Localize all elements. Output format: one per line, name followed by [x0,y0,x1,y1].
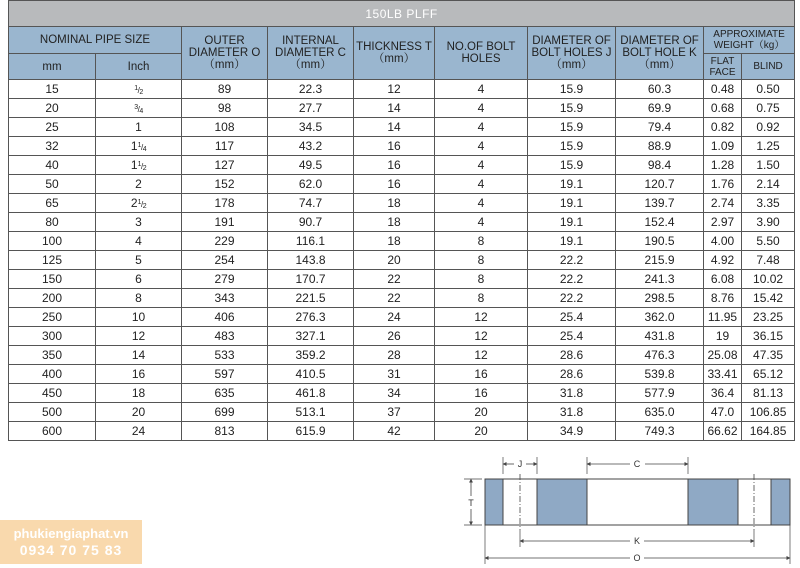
cell-outer-diameter: 813 [182,422,268,441]
cell-flat-face-weight: 0.68 [704,99,742,118]
cell-mm: 150 [9,270,96,289]
table-row [9,99,795,118]
cell-thickness: 22 [354,270,435,289]
cell-internal-diameter: 276.3 [268,308,354,327]
flange-segment-right-outer [771,479,790,525]
cell-internal-diameter: 116.1 [268,232,354,251]
cell-bolt-hole-j: 19.1 [528,175,616,194]
header-mm: mm [9,54,96,80]
cell-inch: 18 [96,384,182,403]
cell-inch: 20 [96,403,182,422]
table-row [9,365,795,384]
cell-thickness: 26 [354,327,435,346]
header-internal-diameter: INTERNAL DIAMETER C（mm） [268,27,354,80]
cell-bolt-hole-k: 60.3 [616,80,704,99]
cell-flat-face-weight: 8.76 [704,289,742,308]
cell-mm: 300 [9,327,96,346]
cell-blind-weight: 23.25 [742,308,795,327]
cell-thickness: 42 [354,422,435,441]
cell-flat-face-weight: 4.00 [704,232,742,251]
table-row [9,118,795,137]
cell-bolt-hole-k: 139.7 [616,194,704,213]
cell-internal-diameter: 221.5 [268,289,354,308]
cell-thickness: 28 [354,346,435,365]
cell-flat-face-weight: 2.74 [704,194,742,213]
cell-outer-diameter: 533 [182,346,268,365]
cell-bolt-hole-k: 298.5 [616,289,704,308]
cell-bolt-hole-k: 215.9 [616,251,704,270]
cell-flat-face-weight: 66.62 [704,422,742,441]
cell-inch: 12 [96,327,182,346]
flange-dimension-diagram [460,452,800,568]
table-row [9,270,795,289]
cell-inch: 8 [96,289,182,308]
cell-internal-diameter: 74.7 [268,194,354,213]
table-row [9,232,795,251]
cell-bolt-holes: 4 [435,156,528,175]
header-bolt-hole-diameter-k: DIAMETER OF BOLT HOLE K （mm） [616,27,704,80]
cell-blind-weight: 81.13 [742,384,795,403]
cell-bolt-holes: 4 [435,175,528,194]
cell-bolt-hole-k: 241.3 [616,270,704,289]
cell-mm: 15 [9,80,96,99]
table-row [9,80,795,99]
cell-mm: 600 [9,422,96,441]
cell-blind-weight: 3.90 [742,213,795,232]
cell-outer-diameter: 117 [182,137,268,156]
header-bolt-hole-diameter-j: DIAMETER OF BOLT HOLES J （mm） [528,27,616,80]
cell-mm: 400 [9,365,96,384]
cell-blind-weight: 15.42 [742,289,795,308]
inch-fraction: $^1/_4$ [137,142,147,153]
cell-flat-face-weight: 19 [704,327,742,346]
cell-thickness: 22 [354,289,435,308]
cell-inch: 6 [96,270,182,289]
cell-inch: $1^1/_4$ [96,137,182,156]
cell-inch [96,80,182,99]
cell-bolt-hole-j: 28.6 [528,365,616,384]
cell-bolt-holes: 4 [435,99,528,118]
cell-internal-diameter: 170.7 [268,270,354,289]
cell-bolt-hole-k: 98.4 [616,156,704,175]
cell-outer-diameter: 152 [182,175,268,194]
table-row [9,175,795,194]
cell-flat-face-weight: 47.0 [704,403,742,422]
cell-mm: 450 [9,384,96,403]
cell-bolt-hole-j: 19.1 [528,232,616,251]
cell-flat-face-weight: 11.95 [704,308,742,327]
cell-thickness: 31 [354,365,435,384]
header-thickness: THICKNESS T（mm） [354,27,435,80]
cell-internal-diameter: 461.8 [268,384,354,403]
cell-mm: 125 [9,251,96,270]
cell-flat-face-weight: 6.08 [704,270,742,289]
cell-inch: 10 [96,308,182,327]
cell-flat-face-weight: 1.09 [704,137,742,156]
cell-bolt-hole-j: 19.1 [528,194,616,213]
cell-flat-face-weight: 33.41 [704,365,742,384]
cell-outer-diameter: 108 [182,118,268,137]
cell-blind-weight: 0.50 [742,80,795,99]
header-blind: BLIND [742,54,795,80]
cell-internal-diameter: 513.1 [268,403,354,422]
flange-spec-table [8,0,795,441]
header-outer-diameter: OUTER DIAMETER O（mm） [182,27,268,80]
cell-mm: 200 [9,289,96,308]
cell-flat-face-weight: 2.97 [704,213,742,232]
cell-outer-diameter: 254 [182,251,268,270]
table-row [9,384,795,403]
cell-blind-weight: 3.35 [742,194,795,213]
cell-mm: 65 [9,194,96,213]
cell-inch: 24 [96,422,182,441]
cell-blind-weight: 1.25 [742,137,795,156]
cell-flat-face-weight: 0.82 [704,118,742,137]
cell-inch: 14 [96,346,182,365]
cell-flat-face-weight: 1.28 [704,156,742,175]
cell-flat-face-weight: 25.08 [704,346,742,365]
cell-internal-diameter: 62.0 [268,175,354,194]
cell-thickness: 16 [354,156,435,175]
inch-fraction: $^1/_2$ [134,85,143,96]
cell-internal-diameter: 34.5 [268,118,354,137]
header-nominal-pipe-size: NOMINAL PIPE SIZE [9,27,182,54]
cell-bolt-holes: 8 [435,251,528,270]
cell-thickness: 16 [354,137,435,156]
cell-bolt-hole-k: 120.7 [616,175,704,194]
cell-bolt-hole-j: 15.9 [528,99,616,118]
cell-outer-diameter: 699 [182,403,268,422]
flange-outline [485,479,790,525]
cell-mm: 25 [9,118,96,137]
cell-internal-diameter: 43.2 [268,137,354,156]
cell-bolt-hole-k: 362.0 [616,308,704,327]
table-row [9,308,795,327]
cell-bolt-holes: 8 [435,289,528,308]
cell-outer-diameter: 191 [182,213,268,232]
cell-bolt-holes: 20 [435,422,528,441]
flange-segment-left-inner [537,479,587,525]
cell-bolt-holes: 16 [435,384,528,403]
cell-blind-weight: 2.14 [742,175,795,194]
cell-bolt-hole-j: 25.4 [528,308,616,327]
cell-bolt-hole-k: 88.9 [616,137,704,156]
cell-blind-weight: 47.35 [742,346,795,365]
cell-mm: 80 [9,213,96,232]
cell-outer-diameter: 597 [182,365,268,384]
dimension-label-c: C [633,459,641,469]
cell-thickness: 20 [354,251,435,270]
table-row [9,346,795,365]
cell-internal-diameter: 143.8 [268,251,354,270]
table-row [9,403,795,422]
cell-blind-weight: 10.02 [742,270,795,289]
cell-inch: $2^1/_2$ [96,194,182,213]
header-bolt-holes: NO.OF BOLT HOLES [435,27,528,80]
cell-blind-weight: 0.75 [742,99,795,118]
cell-bolt-hole-k: 152.4 [616,213,704,232]
cell-inch: 16 [96,365,182,384]
cell-bolt-hole-k: 431.8 [616,327,704,346]
cell-bolt-hole-j: 31.8 [528,384,616,403]
cell-mm: 32 [9,137,96,156]
cell-outer-diameter: 89 [182,80,268,99]
cell-blind-weight: 164.85 [742,422,795,441]
cell-inch: 2 [96,175,182,194]
cell-blind-weight: 65.12 [742,365,795,384]
cell-outer-diameter: 343 [182,289,268,308]
cell-outer-diameter: 279 [182,270,268,289]
header-inch: Inch [96,54,182,80]
cell-outer-diameter: 127 [182,156,268,175]
cell-blind-weight: 106.85 [742,403,795,422]
dimension-label-j: J [517,459,523,469]
cell-bolt-holes: 8 [435,232,528,251]
watermark-site: phukiengiaphat.vn [13,525,129,541]
cell-internal-diameter: 49.5 [268,156,354,175]
cell-thickness: 34 [354,384,435,403]
table-row [9,289,795,308]
cell-bolt-hole-k: 635.0 [616,403,704,422]
cell-bolt-hole-k: 190.5 [616,232,704,251]
cell-mm: 250 [9,308,96,327]
cell-flat-face-weight: 36.4 [704,384,742,403]
cell-bolt-hole-j: 15.9 [528,118,616,137]
watermark-phone: 0934 70 75 83 [19,541,123,558]
cell-bolt-hole-k: 79.4 [616,118,704,137]
cell-inch: 3 [96,213,182,232]
cell-inch: $1^1/_2$ [96,156,182,175]
cell-bolt-holes: 12 [435,327,528,346]
cell-internal-diameter: 22.3 [268,80,354,99]
flange-segment-right-inner [688,479,738,525]
cell-thickness: 12 [354,80,435,99]
cell-bolt-hole-j: 15.9 [528,156,616,175]
dimension-label-k: K [633,536,641,546]
table-row [9,194,795,213]
cell-thickness: 18 [354,194,435,213]
table-row [9,327,795,346]
cell-blind-weight: 7.48 [742,251,795,270]
cell-mm: 40 [9,156,96,175]
cell-bolt-hole-j: 22.2 [528,289,616,308]
cell-inch: 5 [96,251,182,270]
cell-internal-diameter: 359.2 [268,346,354,365]
cell-thickness: 14 [354,118,435,137]
inch-fraction: $^3/_4$ [134,104,143,115]
cell-bolt-holes: 12 [435,346,528,365]
table-row [9,156,795,175]
cell-bolt-holes: 4 [435,137,528,156]
cell-bolt-holes: 4 [435,118,528,137]
cell-bolt-holes: 4 [435,213,528,232]
cell-bolt-hole-j: 19.1 [528,213,616,232]
cell-internal-diameter: 90.7 [268,213,354,232]
cell-outer-diameter: 635 [182,384,268,403]
cell-bolt-holes: 16 [435,365,528,384]
cell-outer-diameter: 483 [182,327,268,346]
table-title: 150LB PLFF [9,1,795,27]
header-flat-face: FLAT FACE [704,54,742,80]
cell-internal-diameter: 27.7 [268,99,354,118]
cell-blind-weight: 0.92 [742,118,795,137]
cell-bolt-hole-j: 28.6 [528,346,616,365]
cell-mm: 350 [9,346,96,365]
cell-bolt-hole-j: 22.2 [528,251,616,270]
cell-bolt-hole-k: 69.9 [616,99,704,118]
cell-flat-face-weight: 0.48 [704,80,742,99]
flange-segment-left-outer [485,479,503,525]
cell-bolt-hole-j: 15.9 [528,137,616,156]
cell-bolt-holes: 4 [435,80,528,99]
cell-outer-diameter: 406 [182,308,268,327]
cell-blind-weight: 5.50 [742,232,795,251]
table-row [9,422,795,441]
cell-bolt-holes: 20 [435,403,528,422]
cell-outer-diameter: 178 [182,194,268,213]
cell-inch [96,99,182,118]
cell-blind-weight: 36.15 [742,327,795,346]
cell-bolt-hole-j: 22.2 [528,270,616,289]
cell-thickness: 18 [354,232,435,251]
cell-bolt-hole-j: 34.9 [528,422,616,441]
cell-thickness: 14 [354,99,435,118]
cell-bolt-hole-j: 25.4 [528,327,616,346]
inch-fraction: $^1/_2$ [137,161,147,172]
cell-bolt-holes: 8 [435,270,528,289]
cell-outer-diameter: 229 [182,232,268,251]
cell-thickness: 24 [354,308,435,327]
cell-bolt-holes: 4 [435,194,528,213]
cell-mm: 50 [9,175,96,194]
cell-bolt-hole-k: 476.3 [616,346,704,365]
table-row [9,137,795,156]
cell-bolt-hole-k: 539.8 [616,365,704,384]
cell-thickness: 18 [354,213,435,232]
cell-inch: 4 [96,232,182,251]
cell-bolt-hole-j: 15.9 [528,80,616,99]
cell-mm: 500 [9,403,96,422]
table-row [9,213,795,232]
cell-internal-diameter: 615.9 [268,422,354,441]
cell-internal-diameter: 410.5 [268,365,354,384]
inch-fraction: $^1/_2$ [137,199,147,210]
cell-bolt-hole-j: 31.8 [528,403,616,422]
dimension-label-t: T [468,498,474,508]
cell-bolt-holes: 12 [435,308,528,327]
cell-inch: 1 [96,118,182,137]
cell-thickness: 37 [354,403,435,422]
cell-flat-face-weight: 1.76 [704,175,742,194]
cell-internal-diameter: 327.1 [268,327,354,346]
cell-mm: 100 [9,232,96,251]
cell-flat-face-weight: 4.92 [704,251,742,270]
header-approx-weight: APPROXIMATE WEIGHT（kg） [704,27,795,54]
cell-mm: 20 [9,99,96,118]
table-row [9,251,795,270]
cell-bolt-hole-k: 749.3 [616,422,704,441]
dimension-label-o: O [633,553,641,563]
cell-bolt-hole-k: 577.9 [616,384,704,403]
cell-outer-diameter: 98 [182,99,268,118]
cell-thickness: 16 [354,175,435,194]
watermark-banner [0,520,142,564]
cell-blind-weight: 1.50 [742,156,795,175]
